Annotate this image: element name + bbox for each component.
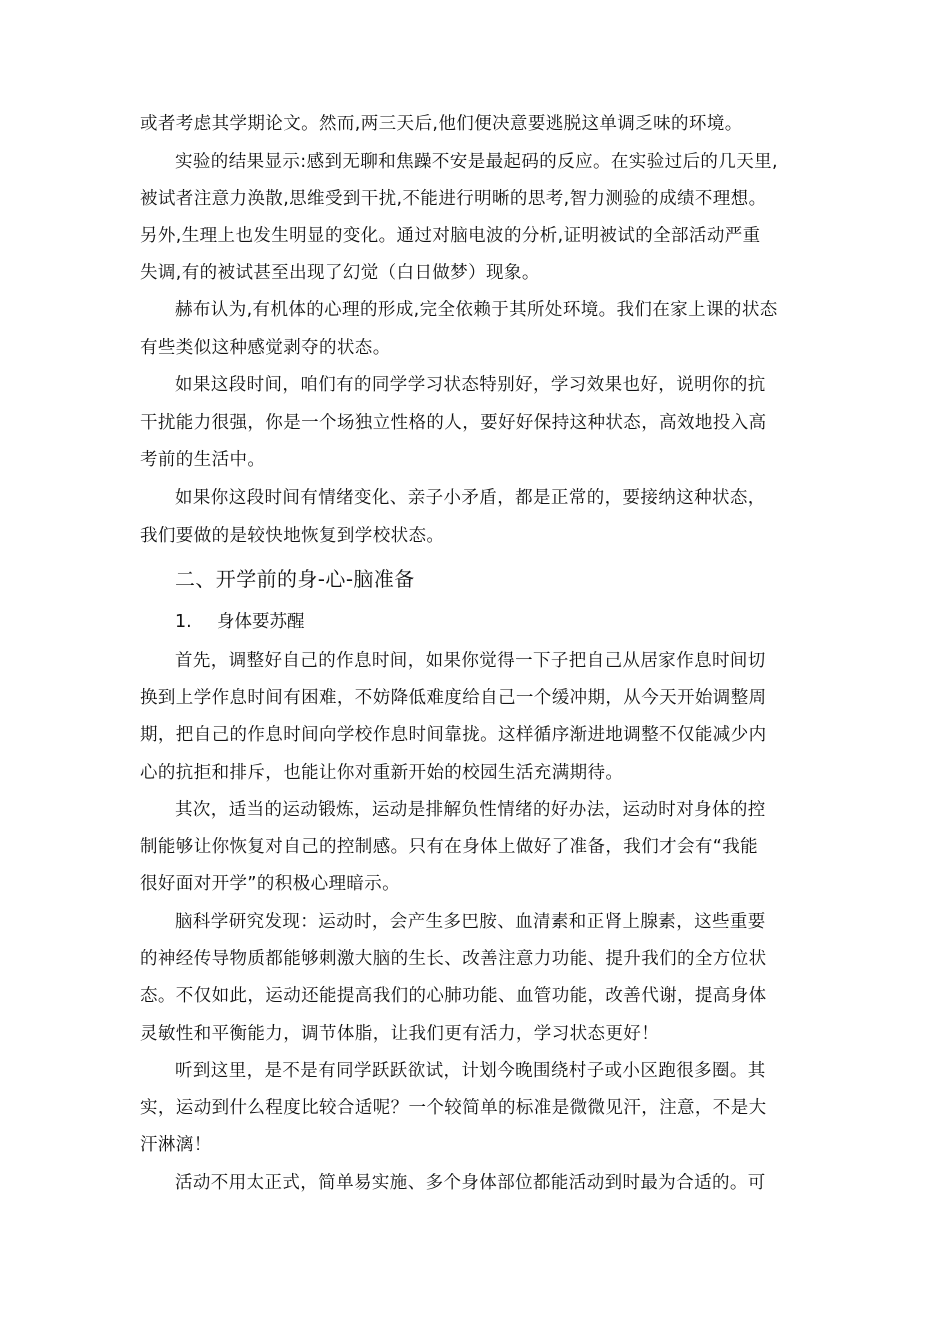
section-heading: 二、开学前的身-心-脑准备 [175,567,415,591]
paragraph-line: 如果这段时间，咱们有的同学学习状态特别好，学习效果也好，说明你的抗 [175,375,766,395]
paragraph-line: 失调,有的被试甚至出现了幻觉（白日做梦）现象。 [140,263,540,283]
paragraph-line: 被试者注意力涣散,思维受到干扰,不能进行明晰的思考,智力测验的成绩不理想。 [140,189,767,209]
paragraph-line: 有些类似这种感觉剥夺的状态。 [140,338,391,358]
paragraph-line: 很好面对开学”的积极心理暗示。 [140,874,401,894]
paragraph-line: 实验的结果显示:感到无聊和焦躁不安是最起码的反应。在实验过后的几天里, [175,152,778,172]
paragraph-line: 心的抗拒和排斥，也能让你对重新开始的校园生活充满期待。 [140,763,624,783]
paragraph-line: 汗淋漓！ [140,1135,212,1155]
paragraph-line: 期，把自己的作息时间向学校作息时间靠拢。这样循序渐进地调整不仅能减少内 [140,725,767,745]
paragraph-line: 态。不仅如此，运动还能提高我们的心肺功能、血管功能，改善代谢，提高身体 [140,986,767,1006]
subsection-number: 1. [175,612,192,632]
paragraph-line: 赫布认为,有机体的心理的形成,完全依赖于其所处环境。我们在家上课的状态 [175,300,778,320]
paragraph-line: 的神经传导物质都能够刺激大脑的生长、改善注意力功能、提升我们的全方位状 [140,949,767,969]
paragraph-line: 我们要做的是较快地恢复到学校状态。 [140,526,445,546]
paragraph-line: 实，运动到什么程度比较合适呢？一个较简单的标准是微微见汗，注意，不是大 [140,1098,767,1118]
subsection-heading [175,610,305,634]
paragraph-line: 听到这里，是不是有同学跃跃欲试，计划今晚围绕村子或小区跑很多圈。其 [175,1061,766,1081]
paragraph-line: 或者考虑其学期论文。然而,两三天后,他们便决意要逃脱这单调乏味的环境。 [140,114,743,134]
paragraph-line: 制能够让你恢复对自己的控制感。只有在身体上做好了准备，我们才会有“我能 [140,837,759,857]
paragraph-line: 如果你这段时间有情绪变化、亲子小矛盾，都是正常的，要接纳这种状态， [175,488,766,508]
paragraph-line: 干扰能力很强，你是一个场独立性格的人，要好好保持这种状态，高效地投入高 [140,413,767,433]
paragraph-line: 其次，适当的运动锻炼，运动是排解负性情绪的好办法，运动时对身体的控 [175,800,766,820]
paragraph-line: 考前的生活中。 [140,450,266,470]
paragraph-line: 活动不用太正式，简单易实施、多个身体部位都能活动到时最为合适的。可 [175,1173,766,1193]
paragraph-line: 换到上学作息时间有困难，不妨降低难度给自己一个缓冲期，从今天开始调整周 [140,688,767,708]
subsection-title: 身体要苏醒 [217,612,305,632]
paragraph-line: 首先，调整好自己的作息时间，如果你觉得一下子把自己从居家作息时间切 [175,651,766,671]
paragraph-line: 另外,生理上也发生明显的变化。通过对脑电波的分析,证明被试的全部活动严重 [140,226,761,246]
paragraph-line: 灵敏性和平衡能力，调节体脂，让我们更有活力，学习状态更好！ [140,1024,660,1044]
paragraph-line: 脑科学研究发现：运动时，会产生多巴胺、血清素和正肾上腺素，这些重要 [175,912,766,932]
